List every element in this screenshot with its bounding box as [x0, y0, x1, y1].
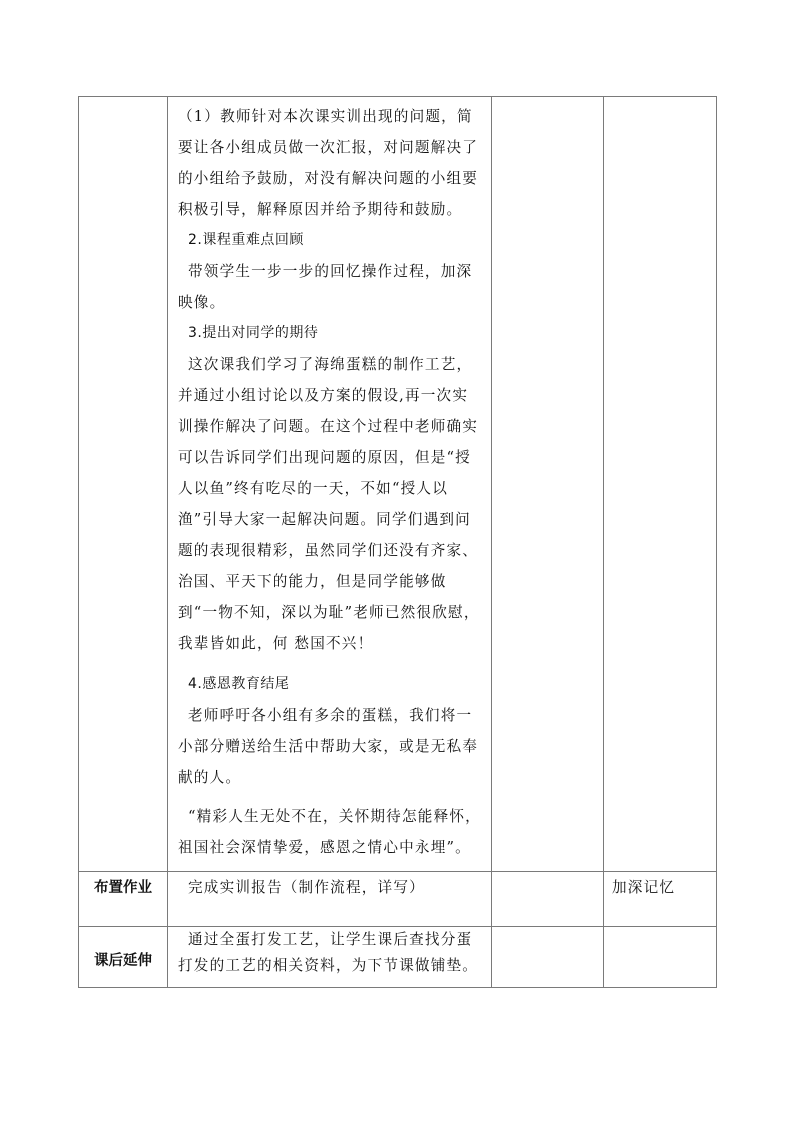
gratitude-paragraph: 老师呼吁各小组有多余的蛋糕，我们将一小部分赠送给生活中帮助大家，或是无私奉献的人。 — [178, 707, 479, 786]
gratitude-heading: 4.感恩教育结尾 — [188, 676, 290, 692]
lesson-plan-table — [78, 96, 717, 988]
feedback-paragraph: （1）教师针对本次课实训出现的问题，简要让各小组成员做一次汇报，对问题解决了的小组给予鼓励，对没有解决问题的小组要积极引导，解释原因并给予期待和鼓励。 — [178, 108, 479, 218]
homework-note: 加深记忆 — [604, 872, 717, 927]
extension-col4-cell — [604, 927, 717, 988]
summary-col3-cell — [492, 97, 604, 872]
homework-col3-cell — [492, 872, 604, 927]
extension-label: 课后延伸 — [79, 927, 168, 988]
extension-col3-cell — [492, 927, 604, 988]
summary-label-cell — [79, 97, 168, 872]
summary-col4-cell — [604, 97, 717, 872]
homework-label: 布置作业 — [79, 872, 168, 927]
expectation-heading: 3.提出对同学的期待 — [188, 325, 319, 341]
expectation-paragraph: 这次课我们学习了海绵蛋糕的制作工艺，并通过小组讨论以及方案的假设,再一次实训操作解决了问题。在这个过程中老师确实可以告诉同学们出现问题的原因，但是“授人以鱼”终有吃尽的一天，不如“授人以渔”引导大家一起解决问题。同学们遇到问题的表现很精彩，虽然同学们还没有齐家、治国、平天下的能力，但是同学能够做到“一物不知，深以为耻”老师已然很欣慰，我辈皆如此，何 愁国不兴！ — [178, 356, 480, 652]
closing-verse: “精彩人生无处不在，关怀期待怎能释怀，祖国社会深情挚爱，感恩之情心中永埋”。 — [178, 808, 481, 856]
review-paragraph: 带领学生一步一步的回忆操作过程，加深映像。 — [178, 263, 473, 311]
extension-content: 通过全蛋打发工艺，让学生课后查找分蛋打发的工艺的相关资料，为下节课做铺垫。 — [168, 927, 492, 988]
summary-content-cell — [168, 97, 492, 872]
summary-row — [79, 97, 717, 872]
homework-row — [79, 872, 717, 927]
review-heading: 2.课程重难点回顾 — [188, 232, 304, 248]
extension-row — [79, 927, 717, 988]
homework-content: 完成实训报告（制作流程，详写） — [168, 872, 492, 927]
